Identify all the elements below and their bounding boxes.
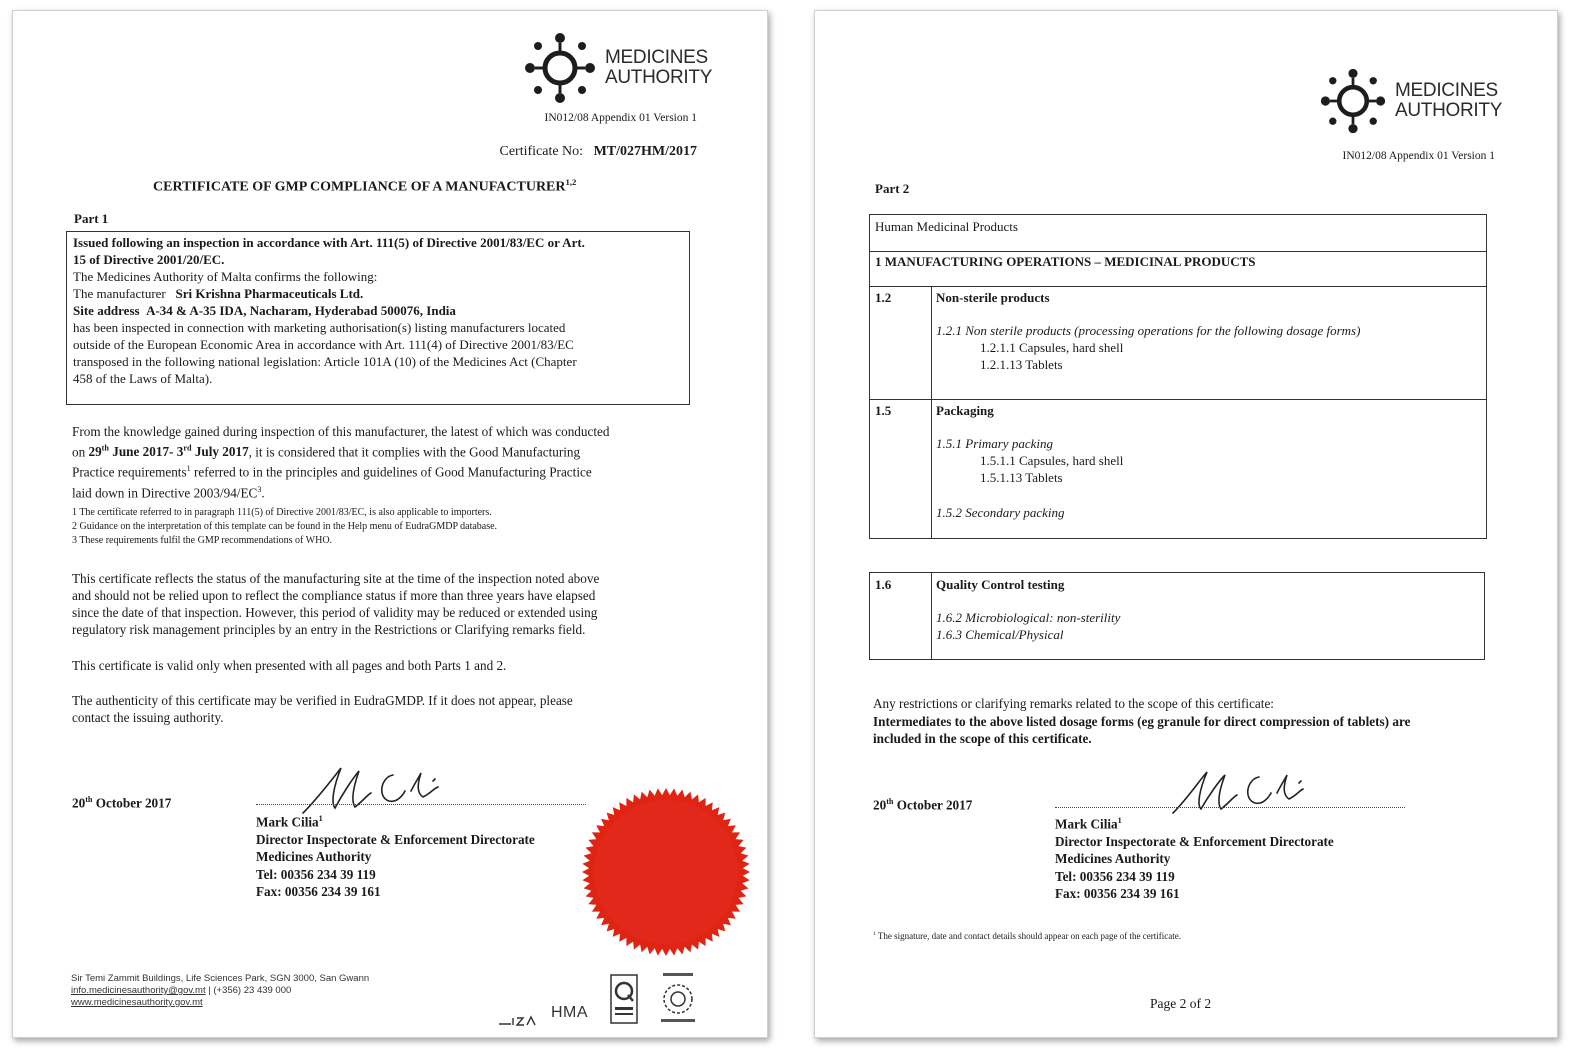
certificate-title-text: CERTIFICATE OF GMP COMPLIANCE OF A MANUFACTURER [153,179,566,195]
part-1-box [66,231,690,405]
remarks-label: Any restrictions or clarifying remarks related to the scope of this certificate: [873,696,1274,711]
signer-name-p2-text: Mark Cilia [1055,816,1118,832]
logo-p2-line-1: MEDICINES [1395,80,1498,101]
row-1-6-item-1: 1.6.2 Microbiological: non-sterility [936,610,1121,625]
medicines-authority-logo-icon [521,31,599,105]
signer-role: Director Inspectorate & Enforcement Directorate [256,831,535,847]
row-1-6-item-2: 1.6.3 Chemical/Physical [936,627,1064,642]
valid-only-statement: This certificate is valid only when presented with all pages and both Parts 1 and 2. [72,658,507,673]
signature-footnote-text: The signature, date and contact details should appear on each page of the certificate. [875,931,1181,941]
handwritten-signature-p2 [1165,767,1315,817]
footnote-1: 1 The certificate referred to in paragraph 111(5) of Directive 2001/83/EC, is also applicable to importers. [72,507,492,518]
knowledge-line-4-post: . [261,485,265,501]
certificate-no-value: MT/027HM/2017 [593,144,697,159]
table-row-divider [870,286,1486,287]
signature-footnote-sup: 1 [873,931,876,937]
logo-p2-line-2: AUTHORITY [1395,100,1503,121]
issue-date-p2-rest: October 2017 [893,797,973,813]
signer-role-p2: Director Inspectorate & Enforcement Directorate [1055,833,1334,849]
part-2-label: Part 2 [875,181,910,196]
authenticity-line-1: The authenticity of this certificate may be verified in EudraGMDP. If it does not appear, please [72,693,573,708]
validity-line-4: regulatory risk management principles by an entry in the Restrictions or Clarifying remarks field. [72,622,586,637]
validity-line-1: This certificate reflects the status of the manufacturing site at the time of the inspection noted above [72,571,600,586]
footnotes [72,506,497,548]
logo-line-1: MEDICINES [605,47,708,68]
validity-line-3: since the date of that inspection. However, this period of validity may be reduced or extended using [72,605,598,620]
medicines-authority-logo-p2 [1317,67,1502,135]
row-1-5-title: Packaging [936,403,994,418]
doc-ref: IN012/08 Appendix 01 Version 1 [544,112,697,124]
row-1-5-sub-1: 1.5.1 Primary packing [936,436,1053,451]
manufacturer-line [73,285,683,302]
logo-line-2: AUTHORITY [605,67,713,88]
issue-date-p2-day: 20 [873,797,887,813]
table-section-title: 1 MANUFACTURING OPERATIONS – MEDICINAL PRODUCTS [875,254,1256,269]
box-line-2: 15 of Directive 2001/20/EC. [73,252,225,267]
signer-name-p2 [1055,812,1334,833]
red-wax-seal [581,787,751,957]
footer-address-block [71,973,369,1009]
issue-date-p2 [873,797,972,813]
knowledge-line-2 [72,440,712,460]
quality-control-table [869,572,1485,660]
certificate-page-1 [12,10,768,1038]
management-certification-logo-icon [653,971,703,1027]
knowledge-line-1: From the knowledge gained during inspection of this manufacturer, the latest of which was conducted [72,424,610,439]
signer-tel-p2: Tel: 00356 234 39 119 [1055,868,1175,884]
table-header: Human Medicinal Products [875,219,1018,234]
signer-block-p2 [1055,812,1334,903]
footnote-3: 3 These requirements fulfil the GMP recommendations of WHO. [72,535,333,546]
manufacturer-value: Sri Krishna Pharmaceuticals Ltd. [175,286,364,301]
signer-tel: Tel: 00356 234 39 119 [256,866,376,882]
signer-org: Medicines Authority [256,849,372,865]
signer-fax-p2: Fax: 00356 234 39 161 [1055,886,1180,902]
knowledge-on: on [72,444,89,460]
footer-address: Sir Temi Zammit Buildings, Life Sciences Park, SGN 3000, San Gwann [71,973,370,984]
box-line-1: Issued following an inspection in accordance with Art. 111(5) of Directive 2001/83/EC or Art. [73,235,585,250]
signer-block [256,810,535,901]
inspection-dates [88,444,248,459]
box-line-3: The Medicines Authority of Malta confirms the following: [73,269,378,284]
footer-phone: | (+356) 23 439 000 [205,985,292,996]
signer-name [256,810,535,831]
knowledge-line-4 [72,481,712,501]
footer-contact [71,985,369,997]
signer-fax: Fax: 00356 234 39 161 [256,884,381,900]
doc-ref-p2: IN012/08 Appendix 01 Version 1 [1342,150,1495,162]
signature-footnote [873,931,1181,941]
date-a-sup: th [101,444,109,453]
certificate-page-2 [814,10,1558,1038]
page-number: Page 2 of 2 [1150,996,1212,1011]
row-1-5-item-1: 1.5.1.1 Capsules, hard shell [980,453,1124,468]
box-line-7: outside of the European Economic Area in accordance with Art. 111(4) of Directive 2001/83/EC [73,337,574,352]
footer-email-link[interactable]: info.medicinesauthority@gov.mt [71,985,206,996]
table-column-divider [931,286,932,538]
signer-org-p2: Medicines Authority [1055,851,1171,867]
medicines-authority-logo-icon-p2 [1317,67,1389,135]
table-column-divider [931,573,932,659]
box-line-6: has been inspected in connection with marketing authorisation(s) listing manufacturers located [73,320,566,335]
certificate-title [153,177,576,196]
date-a-rest: June 2017- 3 [108,444,184,460]
knowledge-line-3-sup: 1 [186,464,191,474]
footnote-2: 2 Guidance on the interpretation of this template can be found in the Help menu of EudraGMDP database. [72,521,498,532]
row-1-6-num: 1.6 [875,577,892,592]
date-b-rest: July 2017 [191,444,249,460]
date-a-day: 29 [88,444,102,460]
authenticity-line-2: contact the issuing authority. [72,710,224,725]
issue-date [72,795,171,811]
box-line-9: 458 of the Laws of Malta). [73,371,213,386]
issue-date-sup: th [85,795,93,804]
remarks-line-1: Intermediates to the above listed dosage forms (eg granule for direct compression of tablets) are [873,714,1411,729]
issue-date-p2-sup: th [886,797,894,806]
certificate-number [499,144,697,160]
row-1-2-title: Non-sterile products [936,290,1050,305]
knowledge-line-3 [72,460,712,480]
issue-date-rest: October 2017 [92,795,172,811]
knowledge-line-2-post: , it is considered that it complies with the Good Manufacturing [248,444,581,460]
row-1-5-num: 1.5 [875,403,892,418]
remarks-line-2: included in the scope of this certificate. [873,731,1092,746]
signer-name-p2-sup: 1 [1117,816,1122,825]
table-row-divider [870,251,1486,252]
hma-logo: HMA [551,1004,589,1021]
knowledge-line-4-pre: laid down in Directive 2003/94/EC [72,485,258,501]
date-b-sup: rd [183,444,192,453]
row-1-2-item-2: 1.2.1.13 Tablets [980,357,1063,372]
knowledge-line-4-sup: 3 [257,484,262,494]
quality-certification-logo-icon [609,973,639,1025]
certificate-no-label: Certificate No: [499,144,584,159]
medicines-authority-logo [521,31,712,105]
certificate-title-sup: 1,2 [565,177,577,187]
manufacturing-operations-table [869,214,1487,539]
signer-name-sup: 1 [318,814,323,823]
row-1-2-item-1: 1.2.1.1 Capsules, hard shell [980,340,1124,355]
signature-line [256,804,586,805]
footer-website-link[interactable]: www.medicinesauthority.gov.mt [71,997,203,1008]
footer-small-logo-icon [497,1014,541,1028]
table-row-divider [870,399,1486,400]
knowledge-paragraph [72,423,712,501]
site-address-line [73,302,683,319]
part-1-label: Part 1 [74,211,109,226]
manufacturer-label: The manufacturer [73,286,166,301]
issue-date-day: 20 [72,795,86,811]
row-1-2-sub: 1.2.1 Non sterile products (processing operations for the following dosage forms) [936,323,1361,338]
signature-line-p2 [1055,807,1405,808]
signer-name-text: Mark Cilia [256,814,319,830]
row-1-5-sub-2: 1.5.2 Secondary packing [936,505,1065,520]
knowledge-line-3-pre: Practice requirements [72,464,187,480]
row-1-2-num: 1.2 [875,290,892,305]
validity-line-2: and should not be relied upon to reflect the compliance status if more than three years have elapsed [72,588,596,603]
box-line-8: transposed in the following national legislation: Article 101A (10) of the Medicines Act (Chapter [73,354,577,369]
row-1-6-title: Quality Control testing [936,577,1065,592]
knowledge-line-3-post: referred to in the principles and guidelines of Good Manufacturing Practice [190,464,592,480]
site-label: Site address [73,303,140,318]
site-value: A-34 & A-35 IDA, Nacharam, Hyderabad 500076, India [146,303,456,318]
authenticity-paragraph [72,692,573,726]
row-1-5-item-2: 1.5.1.13 Tablets [980,470,1063,485]
validity-paragraph [72,570,599,638]
